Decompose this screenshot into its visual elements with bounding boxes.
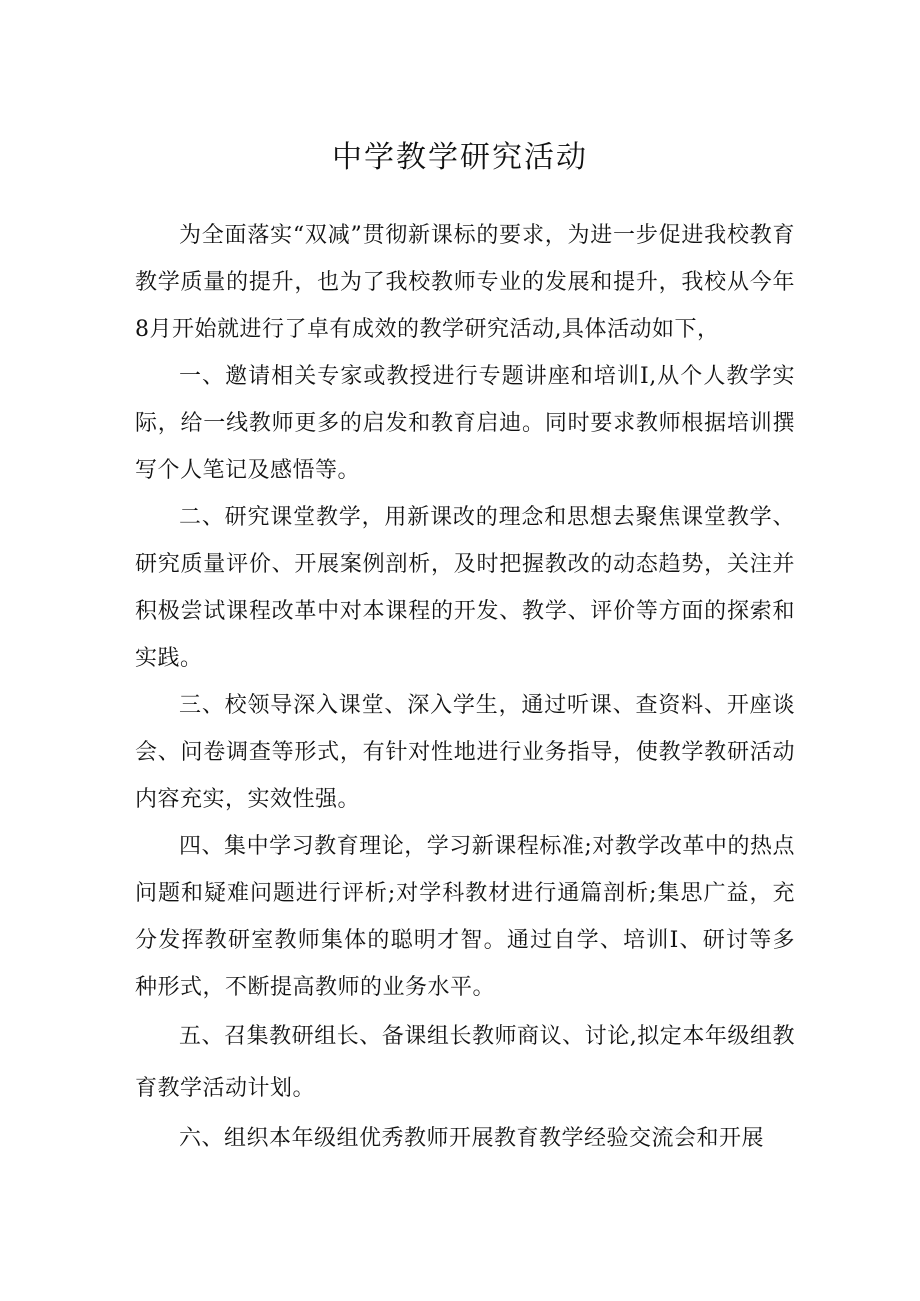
document-body [135,212,795,1162]
paragraph-item-4: 四、集中学习教育理论，学习新课程标准;对教学改革中的热点问题和疑难问题进行评析;对学科教材进行通篇剖析;集思广益，充分发挥教研室教师集体的聪明才智。通过自学、培训I、研讨等多种形式，不断提高教师的业务水平。 [135,834,795,1000]
paragraph-item-3: 三、校领导深入课堂、深入学生，通过听课、查资料、开座谈会、问卷调查等形式，有针对性地进行业务指导，使教学教研活动内容充实，实效性强。 [135,693,795,812]
document-title: 中学教学研究活动 [332,140,588,175]
paragraph-item-1: 一、邀请相关专家或教授进行专题讲座和培训I,从个人教学实际，给一线教师更多的启发和教育启迪。同时要求教师根据培训撰写个人笔记及感悟等。 [135,364,795,483]
paragraph-item-5: 五、召集教研组长、备课组长教师商议、讨论,拟定本年级组教育教学活动计划。 [135,1024,795,1101]
paragraph-item-2: 二、研究课堂教学，用新课改的理念和思想去聚焦课堂教学、研究质量评价、开展案例剖析，及时把握教改的动态趋势，关注并积极尝试课程改革中对本课程的开发、教学、评价等方面的探索和实践。 [135,505,795,671]
paragraph-intro: 为全面落实“双减”贯彻新课标的要求，为进一步促进我校教育教学质量的提升，也为了我校教师专业的发展和提升，我校从今年8月开始就进行了卓有成效的教学研究活动,具体活动如下， [135,223,795,342]
paragraph-item-6: 六、组织本年级组优秀教师开展教育教学经验交流会和开展 [179,1126,765,1151]
